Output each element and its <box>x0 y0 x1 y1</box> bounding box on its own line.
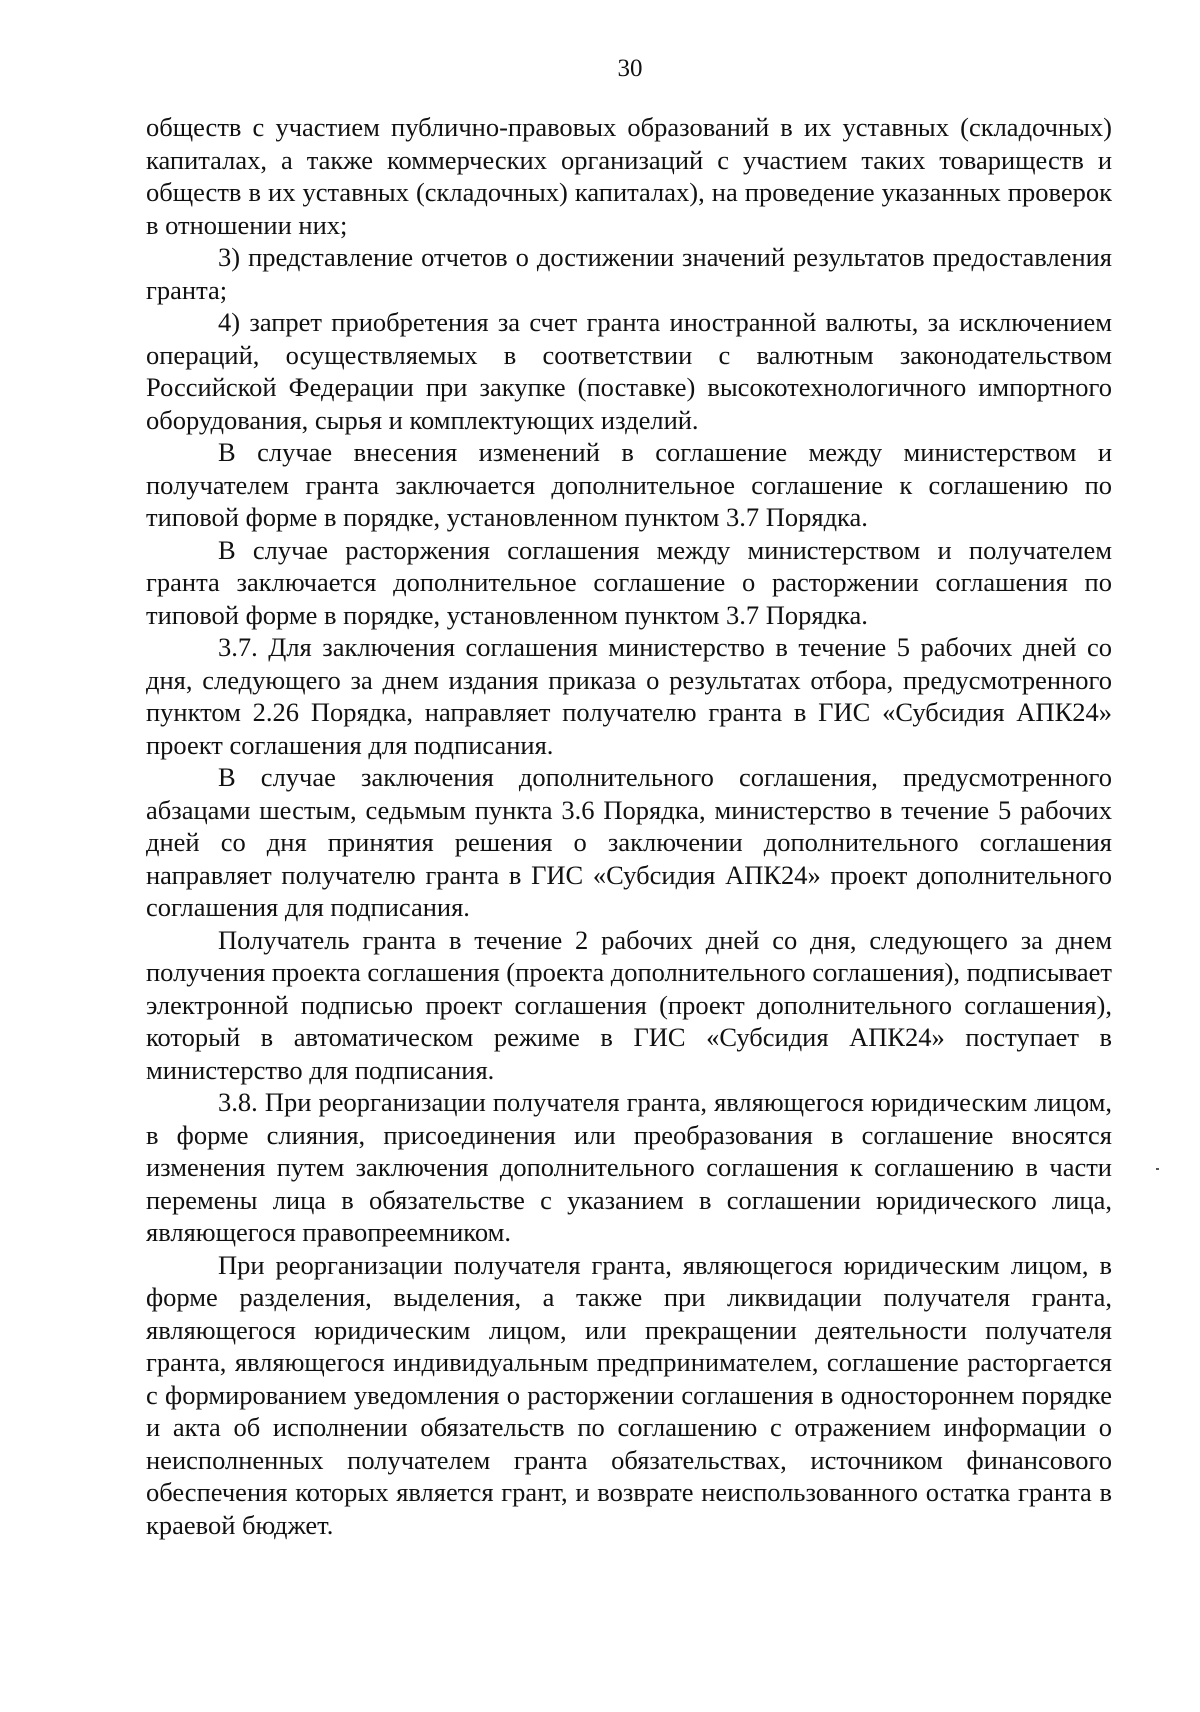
page-number: 30 <box>617 55 643 82</box>
paragraph-item-4: 4) запрет приобретения за счет гранта иностранной валюты, за исключением операций, осуществляемых в соответствии с валютным законодательством Российской Федерации при закупке (поставке) высокотехнологичного импортного оборудования, сырья и комплектующих изделий. <box>146 307 1112 435</box>
paragraph-item-3: 3) представление отчетов о достижении значений результатов предоставления гранта; <box>146 242 1112 305</box>
paragraph-additional-agreement: В случае заключения дополнительного соглашения, предусмотренного абзацами шестым, седьмым пункта 3.6 Порядка, министерство в течение 5 рабочих дней со дня принятия решения о заключении дополнительного соглашения направляет получателю гранта в ГИС «Субсидия АПК24» проект дополнительного соглашения для подписания. <box>146 762 1112 922</box>
paragraph-clause-3-8: 3.8. При реорганизации получателя гранта, являющегося юридическим лицом, в форме слияния, присоединения или преобразования в соглашение вносятся изменения путем заключения дополнительного соглашения к соглашению в части перемены лица в обязательстве с указанием в соглашении юридического лица, являющегося правопреемником. <box>146 1087 1112 1247</box>
paragraph-reorganization-termination: При реорганизации получателя гранта, являющегося юридическим лицом, в форме разделения, выделения, а также при ликвидации получателя гранта, являющегося юридическим лицом, или прекращении деятельности получателя гранта, являющегося индивидуальным предпринимателем, соглашение расторгается с формированием уведомления о расторжении соглашения в одностороннем порядке и акта об исполнении обязательств по соглашению с отражением информации о неисполненных получателем гранта обязательствах, источником финансового обеспечения которых является грант, и возврате неиспользованного остатка гранта в краевой бюджет. <box>146 1249 1112 1540</box>
paragraph-clause-3-7: 3.7. Для заключения соглашения министерство в течение 5 рабочих дней со дня, следующего за днем издания приказа о результатах отбора, предусмотренного пунктом 2.26 Порядка, направляет получателю гранта в ГИС «Субсидия АПК24» проект соглашения для подписания. <box>146 632 1112 760</box>
paragraph-termination: В случае расторжения соглашения между министерством и получателем гранта заключается дополнительное соглашение о расторжении соглашения по типовой форме в порядке, установленном пунктом 3.7 Порядка. <box>146 534 1112 630</box>
paragraph-continuation: обществ с участием публично-правовых образований в их уставных (складочных) капиталах, а также коммерческих организаций с участием таких товариществ и обществ в их уставных (складочных) капиталах), на проведение указанных проверок в отношении них; <box>146 112 1112 240</box>
paragraph-amendment: В случае внесения изменений в соглашение между министерством и получателем гранта заключается дополнительное соглашение к соглашению по типовой форме в порядке, установленном пунктом 3.7 Порядка. <box>146 437 1112 532</box>
paragraph-recipient-signing: Получатель гранта в течение 2 рабочих дней со дня, следующего за днем получения проекта соглашения (проекта дополнительного соглашения), подписывает электронной подписью проект соглашения (проект дополнительного соглашения), который в автоматическом режиме в ГИС «Субсидия АПК24» поступает в министерство для подписания. <box>146 924 1112 1085</box>
document-body <box>146 111 1112 1541</box>
scan-speck <box>1156 1168 1159 1170</box>
